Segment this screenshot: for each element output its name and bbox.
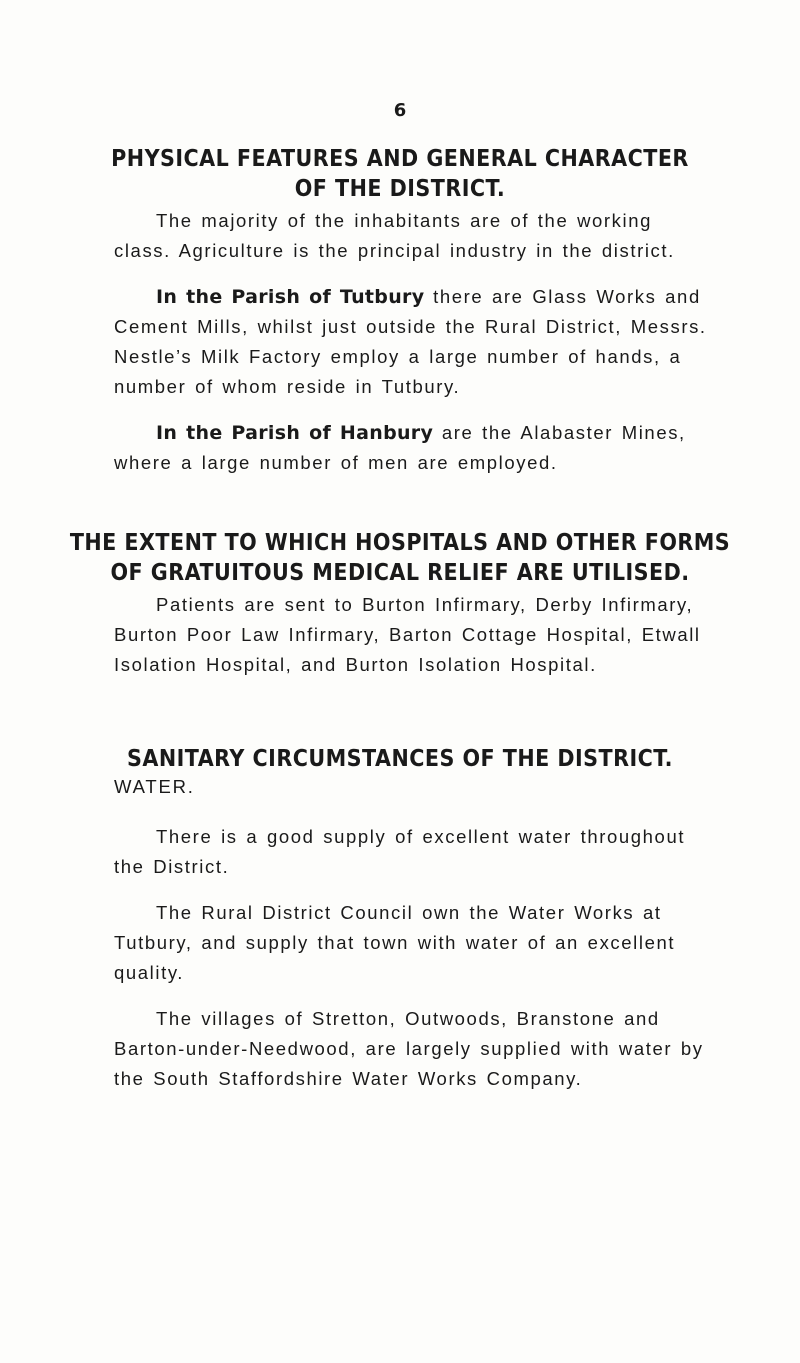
text-fragment: there are Glass Works and [424,286,701,307]
text-line: Barton-under-Needwood, are largely supplied with water by [114,1038,704,1059]
text-line: the South Staffordshire Water Works Company. [114,1068,583,1089]
text-line: Nestle’s Milk Factory employ a large number of hands, a [114,346,682,367]
text-line: Tutbury, and supply that town with water of an excellent [114,932,676,953]
heading-line: SANITARY CIRCUMSTANCES OF THE DISTRICT. [126,746,674,772]
text-line: number of whom reside in Tutbury. [114,376,461,397]
paragraph-tutbury [114,282,707,402]
section-heading-hospitals [40,528,760,588]
heading-line: OF GRATUITOUS MEDICAL RELIEF ARE UTILISED. [110,560,690,586]
text-line [114,418,688,448]
parish-lead: In the Parish of Hanbury [156,422,434,444]
paragraph-water-works [114,898,688,988]
text-line [114,282,701,312]
text-line: Cement Mills, whilst just outside the Rural District, Messrs. [114,316,707,337]
text-line: There is a good supply of excellent water throughout [156,826,686,847]
paragraph-water-supply [114,822,688,882]
text-line: class. Agriculture is the principal industry in the district. [114,240,675,261]
section-heading-sanitary [40,744,760,774]
section-heading-physical-features [40,144,760,204]
text-line: The villages of Stretton, Outwoods, Branstone and [156,1008,660,1029]
heading-line: OF THE DISTRICT. [294,176,506,202]
parish-lead: In the Parish of Tutbury [156,286,425,308]
paragraph-patients [114,590,701,680]
text-line: the District. [114,856,230,877]
text-line: Patients are sent to Burton Infirmary, Derby Infirmary, [156,594,694,615]
text-fragment: are the Alabaster Mines, [433,422,686,443]
subheading-water: WATER. [114,776,195,797]
heading-line: PHYSICAL FEATURES AND GENERAL CHARACTER [111,146,689,172]
text-line: where a large number of men are employed. [114,452,558,473]
heading-line: THE EXTENT TO WHICH HOSPITALS AND OTHER FORMS [69,530,731,556]
text-line: The majority of the inhabitants are of the working [156,210,653,231]
paragraph-majority [114,206,688,266]
text-line: Burton Poor Law Infirmary, Barton Cottage Hospital, Etwall [114,624,701,645]
paragraph-villages [114,1004,704,1094]
page-number: 6 [393,100,407,121]
text-line: Isolation Hospital, and Burton Isolation Hospital. [114,654,597,675]
text-line: quality. [114,962,185,983]
paragraph-hanbury [114,418,688,478]
text-line: The Rural District Council own the Water Works at [156,902,662,923]
